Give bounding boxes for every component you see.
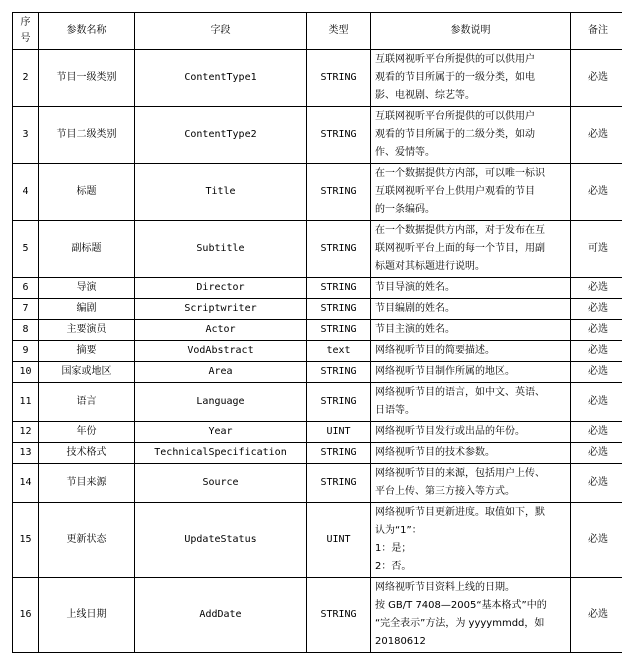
- cell-note: 必选: [571, 50, 622, 107]
- cell-desc: [371, 503, 571, 578]
- cell-seq: 13: [13, 443, 39, 464]
- cell-desc: [371, 443, 571, 464]
- desc-line: 影、电视剧、综艺等。: [375, 90, 475, 101]
- cell-desc: [371, 422, 571, 443]
- header-type: 类型: [307, 13, 371, 50]
- cell-note: 必选: [571, 107, 622, 164]
- desc-line: 日语等。: [375, 405, 415, 416]
- table-row: [13, 164, 622, 221]
- desc-line: 网络视听节目的来源，包括用户上传、: [375, 468, 545, 479]
- cell-desc: [371, 341, 571, 362]
- table-row: [13, 464, 622, 503]
- cell-type: STRING: [307, 221, 371, 278]
- cell-field: ContentType1: [135, 50, 307, 107]
- cell-seq: 5: [13, 221, 39, 278]
- desc-line: 在一个数据提供方内部，可以唯一标识: [375, 168, 545, 179]
- cell-seq: 4: [13, 164, 39, 221]
- cell-note: 必选: [571, 278, 622, 299]
- cell-type: STRING: [307, 362, 371, 383]
- desc-line: 2：否。: [375, 561, 412, 572]
- cell-name: 副标题: [39, 221, 135, 278]
- cell-type: UINT: [307, 503, 371, 578]
- desc-line: 网络视听节目发行或出品的年份。: [375, 426, 525, 437]
- cell-name: 国家或地区: [39, 362, 135, 383]
- cell-type: STRING: [307, 107, 371, 164]
- cell-field: UpdateStatus: [135, 503, 307, 578]
- cell-seq: 11: [13, 383, 39, 422]
- cell-seq: 16: [13, 578, 39, 653]
- cell-note: 必选: [571, 464, 622, 503]
- cell-note: 必选: [571, 320, 622, 341]
- cell-seq: 9: [13, 341, 39, 362]
- cell-field: TechnicalSpecification: [135, 443, 307, 464]
- cell-field: VodAbstract: [135, 341, 307, 362]
- cell-type: STRING: [307, 443, 371, 464]
- cell-type: STRING: [307, 383, 371, 422]
- desc-line: 网络视听节目资料上线的日期。: [375, 582, 515, 593]
- table-row: [13, 341, 622, 362]
- header-seq: 序号: [13, 13, 39, 50]
- desc-line: 1：是；: [375, 543, 412, 554]
- cell-type: STRING: [307, 278, 371, 299]
- table-row: [13, 221, 622, 278]
- desc-line: 网络视听节目制作所属的地区。: [375, 366, 515, 377]
- cell-field: AddDate: [135, 578, 307, 653]
- cell-field: Year: [135, 422, 307, 443]
- desc-line: 互联网视听平台上供用户观看的节目: [375, 186, 535, 197]
- cell-type: STRING: [307, 50, 371, 107]
- cell-field: Actor: [135, 320, 307, 341]
- cell-desc: [371, 221, 571, 278]
- table-row: [13, 299, 622, 320]
- cell-name: 节目二级类别: [39, 107, 135, 164]
- desc-line: 按 GB/T 7408—2005“基本格式”中的: [375, 600, 547, 611]
- table-row: [13, 578, 622, 653]
- desc-line: 20180612: [375, 636, 426, 647]
- cell-seq: 2: [13, 50, 39, 107]
- cell-field: Language: [135, 383, 307, 422]
- cell-note: 必选: [571, 164, 622, 221]
- cell-name: 更新状态: [39, 503, 135, 578]
- desc-line: 认为“1”：: [375, 525, 422, 536]
- cell-type: text: [307, 341, 371, 362]
- cell-note: 必选: [571, 362, 622, 383]
- cell-seq: 15: [13, 503, 39, 578]
- cell-type: STRING: [307, 578, 371, 653]
- cell-name: 标题: [39, 164, 135, 221]
- desc-line: 平台上传、第三方接入等方式。: [375, 486, 515, 497]
- desc-line: 作、爱情等。: [375, 147, 435, 158]
- desc-line: 标题对其标题进行说明。: [375, 261, 485, 272]
- table-row: [13, 422, 622, 443]
- cell-name: 编剧: [39, 299, 135, 320]
- cell-seq: 3: [13, 107, 39, 164]
- desc-line: 互联网视听平台所提供的可以供用户: [375, 54, 535, 65]
- cell-seq: 6: [13, 278, 39, 299]
- desc-line: 在一个数据提供方内部，对于发布在互: [375, 225, 545, 236]
- desc-line: 的一条编码。: [375, 204, 435, 215]
- table-row: [13, 320, 622, 341]
- cell-name: 年份: [39, 422, 135, 443]
- cell-name: 技术格式: [39, 443, 135, 464]
- cell-type: STRING: [307, 299, 371, 320]
- cell-note: 必选: [571, 299, 622, 320]
- desc-line: 节目编剧的姓名。: [375, 303, 455, 314]
- cell-seq: 7: [13, 299, 39, 320]
- cell-desc: [371, 383, 571, 422]
- desc-line: 联网视听平台上面的每一个节目，用副: [375, 243, 545, 254]
- cell-desc: [371, 278, 571, 299]
- desc-line: 网络视听节目的语言，如中文、英语、: [375, 387, 545, 398]
- table-row: [13, 362, 622, 383]
- table-header-row: [13, 13, 622, 50]
- desc-line: 网络视听节目更新进度。取值如下，默: [375, 507, 545, 518]
- cell-seq: 8: [13, 320, 39, 341]
- cell-name: 导演: [39, 278, 135, 299]
- cell-desc: [371, 362, 571, 383]
- cell-field: Source: [135, 464, 307, 503]
- cell-type: STRING: [307, 464, 371, 503]
- parameter-table: [12, 12, 622, 653]
- cell-field: ContentType2: [135, 107, 307, 164]
- cell-seq: 12: [13, 422, 39, 443]
- table-body: [13, 50, 622, 653]
- cell-desc: [371, 164, 571, 221]
- table-row: [13, 443, 622, 464]
- cell-field: Area: [135, 362, 307, 383]
- table-row: [13, 503, 622, 578]
- cell-seq: 14: [13, 464, 39, 503]
- cell-note: 必选: [571, 422, 622, 443]
- cell-type: UINT: [307, 422, 371, 443]
- cell-name: 节目一级类别: [39, 50, 135, 107]
- cell-type: STRING: [307, 320, 371, 341]
- cell-seq: 10: [13, 362, 39, 383]
- desc-line: 节目主演的姓名。: [375, 324, 455, 335]
- header-desc: 参数说明: [371, 13, 571, 50]
- cell-name: 上线日期: [39, 578, 135, 653]
- cell-note: 必选: [571, 341, 622, 362]
- cell-field: Title: [135, 164, 307, 221]
- table-row: [13, 107, 622, 164]
- desc-line: 节目导演的姓名。: [375, 282, 455, 293]
- cell-type: STRING: [307, 164, 371, 221]
- header-name: 参数名称: [39, 13, 135, 50]
- table-row: [13, 50, 622, 107]
- cell-field: Director: [135, 278, 307, 299]
- cell-desc: [371, 464, 571, 503]
- cell-desc: [371, 50, 571, 107]
- cell-desc: [371, 107, 571, 164]
- cell-note: 必选: [571, 383, 622, 422]
- header-field: 字段: [135, 13, 307, 50]
- cell-desc: [371, 578, 571, 653]
- table-row: [13, 278, 622, 299]
- cell-name: 摘要: [39, 341, 135, 362]
- desc-line: 网络视听节目的简要描述。: [375, 345, 495, 356]
- table-row: [13, 383, 622, 422]
- parameter-table-container: [12, 12, 608, 653]
- cell-desc: [371, 299, 571, 320]
- desc-line: 观看的节目所属于的二级分类，如动: [375, 129, 535, 140]
- cell-note: 必选: [571, 443, 622, 464]
- cell-field: Subtitle: [135, 221, 307, 278]
- cell-name: 主要演员: [39, 320, 135, 341]
- desc-line: 网络视听节目的技术参数。: [375, 447, 495, 458]
- header-note: 备注: [571, 13, 622, 50]
- cell-name: 节目来源: [39, 464, 135, 503]
- desc-line: “完全表示”方法，为 yyyymmdd，如: [375, 618, 545, 629]
- cell-note: 必选: [571, 578, 622, 653]
- cell-note: 必选: [571, 503, 622, 578]
- desc-line: 互联网视听平台所提供的可以供用户: [375, 111, 535, 122]
- cell-field: Scriptwriter: [135, 299, 307, 320]
- cell-note: 可选: [571, 221, 622, 278]
- desc-line: 观看的节目所属于的一级分类，如电: [375, 72, 535, 83]
- cell-name: 语言: [39, 383, 135, 422]
- cell-desc: [371, 320, 571, 341]
